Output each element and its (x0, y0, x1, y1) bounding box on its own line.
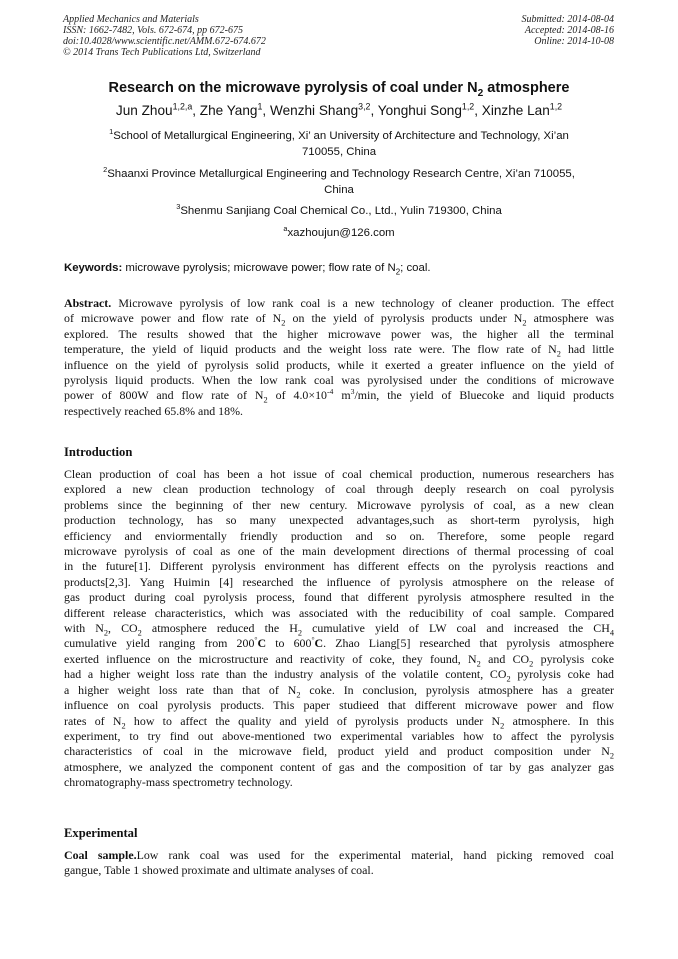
affiliation-mark: 3 (176, 202, 181, 212)
author-separator: , (192, 103, 200, 118)
author-separator: , (474, 103, 482, 118)
text-line (64, 744, 614, 759)
author-name: Yonghui Song (377, 103, 462, 118)
affiliation (70, 166, 608, 198)
affiliation-line (70, 166, 608, 182)
introduction-body (64, 467, 614, 791)
text-run: had little (560, 342, 614, 357)
text-run: power of 800W and flow rate of N (64, 388, 264, 403)
text-run: microwave pyrolysis of coal as one of the main development directions of thermal processing of coal (64, 544, 614, 559)
text-line (64, 652, 614, 667)
title-subscript: 2 (477, 87, 484, 99)
text-line (64, 482, 614, 497)
online-date: Online: 2014-10-08 (534, 36, 614, 47)
keywords (64, 262, 614, 277)
text-run: cumulative yield of LW coal and increased the CH (301, 621, 610, 636)
subscript: 2 (121, 720, 126, 730)
text-run: respectively reached 65.8% and 18%. (64, 403, 243, 418)
text-run: coke. In conclusion, pyrolysis atmosphere has a greater (300, 682, 615, 697)
introduction-heading: Introduction (64, 445, 133, 459)
text-run: . Zhao Liang[5] researched that pyrolysis atmosphere (323, 636, 614, 651)
journal-doi[interactable]: doi:10.4028/www.scientific.net/AMM.672-674.672 (63, 36, 266, 47)
text-line (64, 373, 614, 388)
abstract (64, 296, 614, 419)
author-separator: , (262, 103, 270, 118)
text-run: efficiency and enviormentally friendly production and so on. Therefore, some people regard (64, 528, 614, 543)
text-run: in the future[1]. Different pyrolysis environment has different effects on the pyrolysis reactions and (64, 559, 614, 574)
subscript: 2 (506, 674, 511, 684)
text-run: pyrolysis coke had (510, 667, 614, 682)
text-line (64, 467, 614, 482)
subscript: 2 (263, 395, 268, 405)
text-line (64, 621, 614, 636)
text-run: temperature, the yield of liquid products and the weight loss rate were. The flow rate of N (64, 342, 557, 357)
text-line (64, 590, 614, 605)
subscript: 2 (529, 659, 534, 669)
text-line (64, 729, 614, 744)
text-run: atmosphere, we analyzed the component content of gas and the composition of tar by gas analyzer gas (64, 759, 614, 774)
text-run: on the yield of pyrolysis products under N (285, 311, 523, 326)
affiliation-line (70, 203, 608, 219)
text-run: pyrolysis coke (533, 651, 614, 666)
experimental-heading: Experimental (64, 826, 138, 840)
text-line (64, 683, 614, 698)
text-line (64, 544, 614, 559)
text-line (64, 296, 614, 311)
subscript: 2 (609, 751, 614, 761)
text-run: cumulative yield ranging from 200 (64, 636, 255, 651)
text-run: m (333, 388, 351, 403)
text-run: , CO (108, 621, 138, 636)
journal-name: Applied Mechanics and Materials (63, 14, 199, 25)
subscript: 2 (522, 318, 527, 328)
text-line (64, 404, 614, 419)
text-run: atmosphere was (526, 311, 615, 326)
paragraph-label: Abstract. (64, 296, 112, 310)
author-affiliation-mark: 1,2 (549, 101, 563, 112)
subscript: 2 (500, 720, 505, 730)
affiliation-line (70, 144, 608, 160)
subscript: 2 (296, 690, 301, 700)
author-email: xazhoujun@126.com (287, 227, 395, 239)
text-run: C (257, 636, 267, 651)
superscript: ° (254, 635, 258, 645)
subscript: 2 (297, 628, 302, 638)
submitted-date: Submitted: 2014-08-04 (521, 14, 614, 25)
text-run: chromatography-mass spectrometry technology. (64, 775, 293, 790)
text-run: explored. The results showed that the higher microwave power was, the higher all the terminal (64, 326, 614, 341)
text-run: how to affect the quality and yield of pyrolysis products under N (125, 713, 501, 728)
affiliation (70, 225, 608, 241)
author-affiliation-mark: 1,2,a (172, 101, 193, 112)
author-separator: , (370, 103, 378, 118)
text-run: explored a new clean production technology of coal through deeply research on coal pyrolysis (64, 482, 614, 497)
text-run: different release characteristics, which was associated with the reducibility of coal sample. Compared (64, 605, 614, 620)
text-run: had a higher weight loss rate than the industry analysis of the volatile content, CO (64, 667, 507, 682)
text-run: C (314, 636, 324, 651)
text-run: atmosphere reduced the H (141, 621, 298, 636)
author-name: Wenzhi Shang (269, 103, 359, 118)
text-run: production technology, has so many unexpected advantages,such as short-term pyrolysis, high (64, 513, 614, 528)
affiliation (70, 203, 608, 219)
text-line (64, 342, 614, 357)
submission-dates (522, 14, 615, 47)
title-text: Research on the microwave pyrolysis of coal under N (108, 80, 478, 96)
text-run: to 600 (266, 636, 312, 651)
subscript: 2 (476, 659, 481, 669)
keywords-tail: ; coal. (400, 262, 431, 274)
text-run: influence on coal pyrolysis products. This paper studieed that different microwave power and flow (64, 698, 614, 713)
affiliation-text: Shaanxi Province Metallurgical Engineering and Technology Research Centre, Xi’an 710055, (107, 168, 575, 180)
text-run: a higher weight loss rate than that of N (64, 682, 297, 697)
superscript: ° (311, 635, 315, 645)
subscript: 2 (281, 318, 286, 328)
journal-copyright: © 2014 Trans Tech Publications Ltd, Switzerland (63, 47, 261, 58)
affiliation-line (70, 225, 608, 241)
superscript: 3 (350, 387, 355, 397)
text-run: of 4.0×10 (267, 388, 327, 403)
text-run: problems since the beginning of ther new century. Microwave pyrolysis of coal, as a new clean (64, 497, 614, 512)
keywords-subscript: 2 (395, 267, 401, 277)
author-name: Zhe Yang (199, 103, 258, 118)
superscript: -4 (326, 387, 334, 397)
text-run: and CO (480, 651, 530, 666)
text-line (64, 863, 614, 878)
title-tail: atmosphere (483, 80, 570, 96)
text-line (64, 498, 614, 513)
affiliation-mark: a (283, 224, 288, 234)
keywords-text: microwave pyrolysis; microwave power; flow rate of N (122, 262, 396, 274)
affiliation-line (70, 182, 608, 198)
affiliation-mark: 1 (109, 127, 114, 137)
text-run: influence on the yield of pyrolysis solid products, while it exerted a greater influence on the yield of (64, 357, 614, 372)
affiliation-line (70, 128, 608, 144)
text-line (64, 775, 614, 790)
text-line (64, 327, 614, 342)
text-run: gas product during coal pyrolysis process, found that different pyrolysis atmosphere resulted in the (64, 590, 614, 605)
text-run: /min, the yield of Bluecoke and liquid products (354, 388, 614, 403)
keywords-label: Keywords: (64, 262, 123, 274)
text-run: experiment, to try find out above-mentioned two experimental variables how to affect the pyrolysis (64, 728, 614, 743)
text-line (64, 760, 614, 775)
journal-info (63, 14, 266, 58)
journal-issn: ISSN: 1662-7482, Vols. 672-674, pp 672-675 (63, 25, 243, 36)
text-run: of microwave power and flow rate of N (64, 311, 282, 326)
text-run: rates of N (64, 713, 122, 728)
text-run: exerted influence on the microstructure and reactivity of coke, they found, N (64, 651, 477, 666)
text-line (64, 575, 614, 590)
subscript: 4 (609, 628, 614, 638)
subscript: 2 (556, 349, 561, 359)
affiliation-text: 710055, China (301, 146, 377, 158)
text-run: with N (64, 621, 104, 636)
subscript: 2 (137, 628, 142, 638)
author-affiliation-mark: 1 (257, 101, 263, 112)
text-line (64, 388, 614, 403)
author-name: Jun Zhou (115, 103, 173, 118)
text-run: Clean production of coal has been a hot issue of coal chemical production, numerous researchers has (64, 467, 614, 481)
text-line (64, 606, 614, 621)
author-affiliation-mark: 1,2 (461, 101, 475, 112)
paper-title (40, 80, 638, 99)
text-line (64, 848, 614, 863)
text-run: Low rank coal was used for the experimental material, hand picking removed coal (136, 848, 614, 862)
text-line (64, 311, 614, 326)
author-name: Xinzhe Lan (481, 103, 550, 118)
text-run: atmosphere. In this (504, 713, 614, 728)
affiliation-text: China (324, 184, 354, 196)
text-run: Microwave pyrolysis of low rank coal is a new technology of cleaner production. The effect (111, 296, 614, 310)
experimental-body (64, 848, 614, 879)
author-affiliation-mark: 3,2 (358, 101, 371, 112)
text-run: characteristics of coal in the microwave field, product yield and product composition under N (64, 744, 610, 759)
author-list (30, 103, 648, 118)
text-run: pyrolysis liquid products. When the low rank coal was pyrolysised under the conditions of microwave (64, 373, 614, 388)
text-line (64, 513, 614, 528)
affiliation (70, 128, 608, 160)
text-run: gangue, Table 1 showed proximate and ultimate analyses of coal. (64, 863, 374, 878)
affiliation-text: School of Metallurgical Engineering, Xi’ an University of Architecture and Technology, Xi’an (113, 130, 569, 142)
text-line (64, 529, 614, 544)
text-line (64, 559, 614, 574)
text-line (64, 358, 614, 373)
text-run: products[2,3]. Yang Huimin [4] researched the influence of pyrolysis atmosphere on the release of (64, 574, 614, 589)
text-line (64, 698, 614, 713)
affiliation-mark: 2 (103, 165, 108, 175)
affiliation-text: Shenmu Sanjiang Coal Chemical Co., Ltd., Yulin 719300, China (180, 205, 502, 217)
text-line (64, 636, 614, 651)
text-line (64, 714, 614, 729)
paragraph-label: Coal sample. (64, 848, 137, 862)
subscript: 2 (103, 628, 109, 638)
accepted-date: Accepted: 2014-08-16 (524, 25, 614, 36)
text-line (64, 667, 614, 682)
